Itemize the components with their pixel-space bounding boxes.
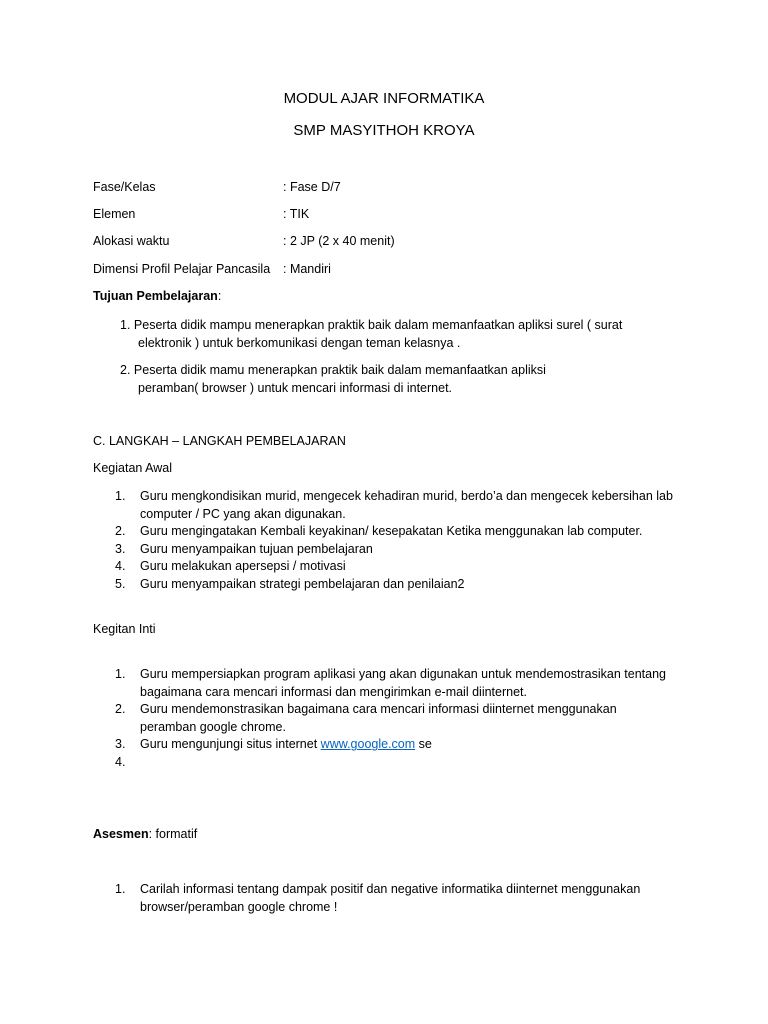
list-item-text: Guru mempersiapkan program aplikasi yang akan digunakan untuk mendemostrasikan tentang bagaimana cara mencari informasi dan mengirimkan e-mail diinternet. — [140, 667, 666, 699]
list-item-num: 3. — [115, 541, 126, 556]
info-row-alokasi — [93, 234, 693, 252]
list-item-num: 1. — [115, 667, 126, 681]
tujuan-item — [120, 316, 680, 352]
list-item-text: Guru mengkondisikan murid, mengecek kehadiran murid, berdo’a dan mengecek kebersihan lab computer / PC yang akan digunakan. — [140, 489, 673, 521]
info-row-dimensi — [93, 262, 693, 280]
info-value: : TIK — [283, 207, 310, 221]
list-item-num: 4. — [115, 559, 126, 574]
list-item — [115, 541, 675, 559]
asesmen-label: Asesmen — [93, 827, 149, 841]
list-item-num: 5. — [115, 576, 126, 591]
list-item — [115, 558, 675, 576]
list-item-num: 1. — [115, 882, 126, 896]
list-item — [115, 881, 675, 916]
info-value: : Fase D/7 — [283, 180, 341, 194]
tujuan-item-num: 2. — [120, 363, 131, 377]
kegiatan-inti-list — [115, 666, 675, 772]
tujuan-item-num: 1. — [120, 318, 131, 332]
asesmen-list — [115, 881, 675, 916]
list-item-text: Guru menyampaikan strategi pembelajaran dan penilaian2 — [140, 576, 465, 591]
list-item — [115, 576, 675, 594]
list-item-num: 2. — [115, 702, 126, 717]
list-item-text: Carilah informasi tentang dampak positif dan negative informatika diinternet menggunakan browser/peramban google chrome ! — [140, 882, 641, 914]
info-label: Alokasi waktu — [93, 234, 170, 248]
list-item-num: 3. — [115, 737, 126, 752]
list-item — [115, 701, 675, 736]
list-item-num: 4. — [115, 754, 126, 769]
tujuan-heading-colon: : — [217, 289, 222, 303]
tujuan-item-line1: Peserta didik mampu menerapkan praktik baik dalam memanfaatkan apliksi surel ( surat — [133, 318, 623, 332]
asesmen-value: : formatif — [148, 827, 198, 841]
list-item-text: Guru menyampaikan tujuan pembelajaran — [140, 541, 373, 556]
list-item-text-after: se — [415, 737, 432, 752]
list-item-text: Guru melakukan apersepsi / motivasi — [140, 559, 346, 574]
list-item-text: Guru mendemonstrasikan bagaimana cara mencari informasi diinternet menggunakan peramban google chrome. — [140, 702, 617, 734]
list-item-num: 2. — [115, 524, 126, 539]
info-label: Elemen — [93, 207, 136, 221]
list-item — [115, 488, 675, 523]
list-item — [115, 754, 675, 772]
google-link[interactable]: www.google.com — [320, 737, 416, 752]
list-item — [115, 736, 675, 754]
list-item — [115, 523, 675, 541]
kegiatan-awal-list — [115, 488, 675, 594]
kegiatan-awal-heading: Kegiatan Awal — [93, 461, 172, 475]
info-label: Dimensi Profil Pelajar Pancasila — [93, 262, 271, 276]
list-item-num: 1. — [115, 489, 126, 503]
asesmen-line — [93, 827, 197, 841]
list-item-text: Guru mengingatakan Kembali keyakinan/ kesepakatan Ketika menggunakan lab computer. — [140, 524, 643, 539]
list-item-text-before: Guru mengunjungi situs internet — [140, 737, 321, 752]
tujuan-item-line1: Peserta didik mamu menerapkan praktik baik dalam memanfaatkan apliksi — [133, 363, 546, 377]
info-label: Fase/Kelas — [93, 180, 156, 194]
info-row-fase — [93, 180, 693, 198]
kegiatan-inti-heading: Kegitan Inti — [93, 622, 156, 636]
tujuan-item-line2: elektronik ) untuk berkomunikasi dengan teman kelasnya . — [138, 336, 461, 350]
document-title: MODUL AJAR INFORMATIKA — [283, 90, 485, 107]
langkah-heading: C. LANGKAH – LANGKAH PEMBELAJARAN — [93, 434, 346, 448]
school-name: SMP MASYITHOH KROYA — [293, 122, 475, 139]
info-value: : Mandiri — [283, 262, 331, 276]
tujuan-item — [120, 361, 680, 397]
list-item — [115, 666, 675, 701]
info-row-elemen — [93, 207, 693, 225]
tujuan-item-line2: peramban( browser ) untuk mencari informasi di internet. — [138, 381, 453, 395]
info-value: : 2 JP (2 x 40 menit) — [283, 234, 395, 248]
tujuan-heading — [93, 289, 221, 303]
tujuan-heading-text: Tujuan Pembelajaran — [93, 289, 218, 303]
